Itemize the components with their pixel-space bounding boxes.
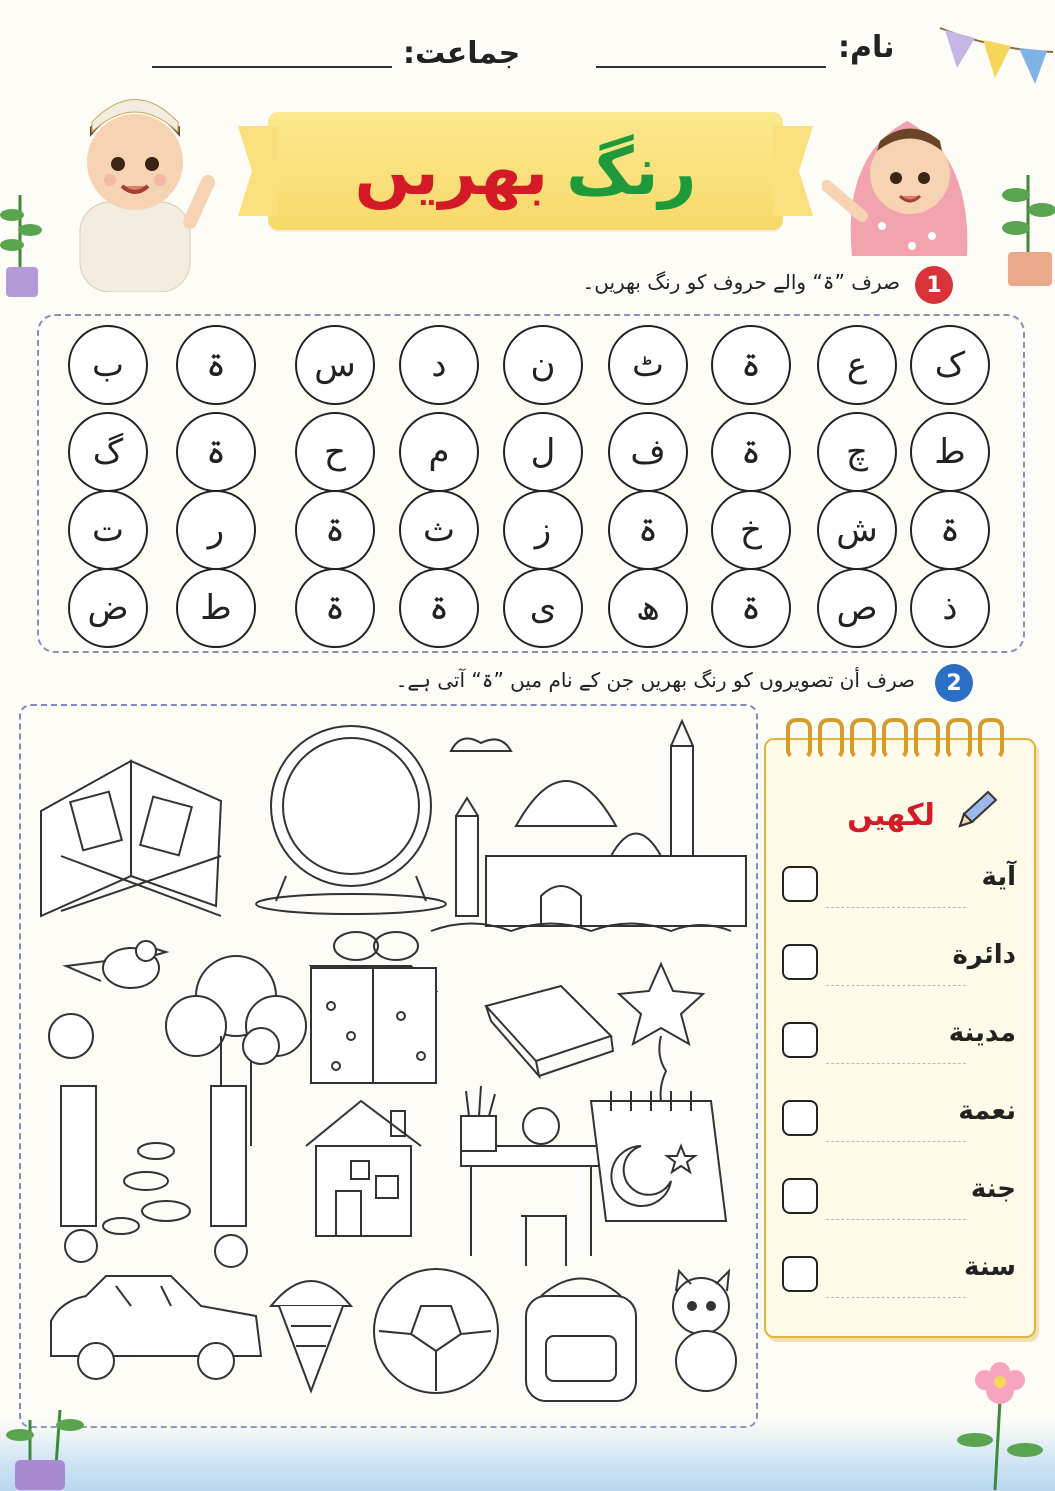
notebook-row xyxy=(778,1250,1022,1306)
letter-circle[interactable]: ن xyxy=(503,325,583,405)
notebook-ring xyxy=(914,718,940,760)
writing-line[interactable] xyxy=(826,1063,966,1064)
page-title xyxy=(268,112,783,230)
letter-circle[interactable]: ز xyxy=(503,490,583,570)
word-checkbox[interactable] xyxy=(782,1022,818,1058)
letter-circle[interactable]: ٹ xyxy=(608,325,688,405)
name-field-line[interactable] xyxy=(596,66,826,68)
title-word-red: بھریں xyxy=(354,132,549,210)
letter-circle[interactable]: ھ xyxy=(608,568,688,648)
pictures-box xyxy=(19,704,758,1428)
letter-circle[interactable]: ص xyxy=(817,568,897,648)
section2-instruction: صرف أن تصویروں کو رنگ بھریں جن کے نام میں ”ۃ“ آتی ہے۔ xyxy=(395,668,915,692)
word-checkbox[interactable] xyxy=(782,944,818,980)
garden-gate-picture[interactable] xyxy=(49,956,306,1267)
letter-circle[interactable]: ع xyxy=(817,325,897,405)
round-mirror-picture[interactable] xyxy=(256,726,446,914)
class-field-line[interactable] xyxy=(152,66,392,68)
letter-circle[interactable]: چ xyxy=(817,412,897,492)
letter-circle[interactable]: خ xyxy=(711,490,791,570)
title-banner xyxy=(268,112,783,230)
letter-circle[interactable]: ۃ xyxy=(608,490,688,570)
desk-with-apple-picture[interactable] xyxy=(461,1086,601,1266)
notebook-ring xyxy=(850,718,876,760)
pencil-icon xyxy=(954,788,998,832)
notebook-word: سنة xyxy=(964,1252,1016,1282)
notebook-word: نعمة xyxy=(958,1096,1016,1126)
ground-decoration xyxy=(0,1420,1055,1491)
writing-line[interactable] xyxy=(826,1141,966,1142)
notebook-row xyxy=(778,1172,1022,1228)
letter-circle[interactable]: ذ xyxy=(910,568,990,648)
title-word-green: رنگ xyxy=(566,132,697,210)
book-picture[interactable] xyxy=(486,986,613,1076)
letter-circle[interactable]: ۃ xyxy=(295,568,375,648)
word-checkbox[interactable] xyxy=(782,866,818,902)
letter-circle[interactable]: ش xyxy=(817,490,897,570)
flowers-right-decoration xyxy=(905,1350,1055,1491)
letter-circle[interactable]: ۃ xyxy=(711,412,791,492)
notebook-ring xyxy=(978,718,1004,760)
notebook-title: لکھیں xyxy=(847,798,935,833)
letter-circle[interactable]: ۃ xyxy=(711,568,791,648)
letter-circle[interactable]: ۃ xyxy=(711,325,791,405)
letter-circle[interactable]: ۃ xyxy=(910,490,990,570)
letter-circle[interactable]: ث xyxy=(399,490,479,570)
notebook-word: جنة xyxy=(970,1174,1016,1204)
backpack-picture[interactable] xyxy=(526,1279,636,1402)
boy-illustration xyxy=(40,82,240,292)
star-balloon-picture[interactable] xyxy=(619,964,703,1101)
letter-circle[interactable]: ح xyxy=(295,412,375,492)
letter-circle[interactable]: ی xyxy=(503,568,583,648)
section1-number-badge: 1 xyxy=(915,266,953,304)
calendar-picture[interactable] xyxy=(591,1091,726,1221)
letter-circle[interactable]: ۃ xyxy=(399,568,479,648)
letter-circle[interactable]: ۃ xyxy=(295,490,375,570)
quran-stand-picture[interactable] xyxy=(41,761,221,916)
letter-circle[interactable]: ض xyxy=(68,568,148,648)
word-checkbox[interactable] xyxy=(782,1178,818,1214)
letter-circle[interactable]: ل xyxy=(503,412,583,492)
football-picture[interactable] xyxy=(374,1269,498,1393)
word-checkbox[interactable] xyxy=(782,1100,818,1136)
notebook-word: دائرة xyxy=(952,940,1016,970)
writing-notebook xyxy=(764,738,1036,1338)
letter-circle[interactable]: س xyxy=(295,325,375,405)
letter-circle[interactable]: گ xyxy=(68,412,148,492)
notebook-word: مدينة xyxy=(948,1018,1016,1048)
bunting-decoration xyxy=(935,20,1055,100)
letter-circle[interactable]: ب xyxy=(68,325,148,405)
car-picture[interactable] xyxy=(51,1276,261,1379)
section1-instruction: صرف ”ۃ“ والے حروف کو رنگ بھریں۔ xyxy=(582,270,900,294)
flowers-left-decoration xyxy=(0,1380,130,1491)
section2-number-badge: 2 xyxy=(935,664,973,702)
class-label: جماعت: xyxy=(403,36,521,71)
plant-right-decoration xyxy=(1000,160,1055,290)
writing-line[interactable] xyxy=(826,907,966,908)
mosque-picture[interactable] xyxy=(431,721,746,931)
word-checkbox[interactable] xyxy=(782,1256,818,1292)
notebook-ring xyxy=(946,718,972,760)
notebook-row xyxy=(778,860,1022,916)
notebook-word: آية xyxy=(981,862,1016,892)
gift-box-picture[interactable] xyxy=(311,932,436,1083)
notebook-ring xyxy=(882,718,908,760)
notebook-ring xyxy=(818,718,844,760)
bird-picture[interactable] xyxy=(66,941,166,988)
notebook-row xyxy=(778,938,1022,994)
letter-circle[interactable]: ط xyxy=(176,568,256,648)
house-picture[interactable] xyxy=(306,1101,421,1236)
writing-line[interactable] xyxy=(826,1297,966,1298)
name-label: نام: xyxy=(838,30,895,65)
kitten-picture[interactable] xyxy=(673,1271,736,1391)
ice-cream-picture[interactable] xyxy=(271,1281,351,1391)
writing-line[interactable] xyxy=(826,985,966,986)
notebook-ring xyxy=(786,718,812,760)
letter-circle[interactable]: ر xyxy=(176,490,256,570)
letter-circle[interactable]: د xyxy=(399,325,479,405)
notebook-row xyxy=(778,1094,1022,1150)
letter-circle[interactable]: ۃ xyxy=(176,412,256,492)
letter-circle[interactable]: ف xyxy=(608,412,688,492)
notebook-row xyxy=(778,1016,1022,1072)
plant-left-decoration xyxy=(0,175,50,300)
letter-circle[interactable]: ت xyxy=(68,490,148,570)
letter-circle[interactable]: ک xyxy=(910,325,990,405)
girl-illustration xyxy=(822,96,997,266)
writing-line[interactable] xyxy=(826,1219,966,1220)
letter-circle[interactable]: ط xyxy=(910,412,990,492)
letter-circle[interactable]: ۃ xyxy=(176,325,256,405)
letter-circle[interactable]: م xyxy=(399,412,479,492)
